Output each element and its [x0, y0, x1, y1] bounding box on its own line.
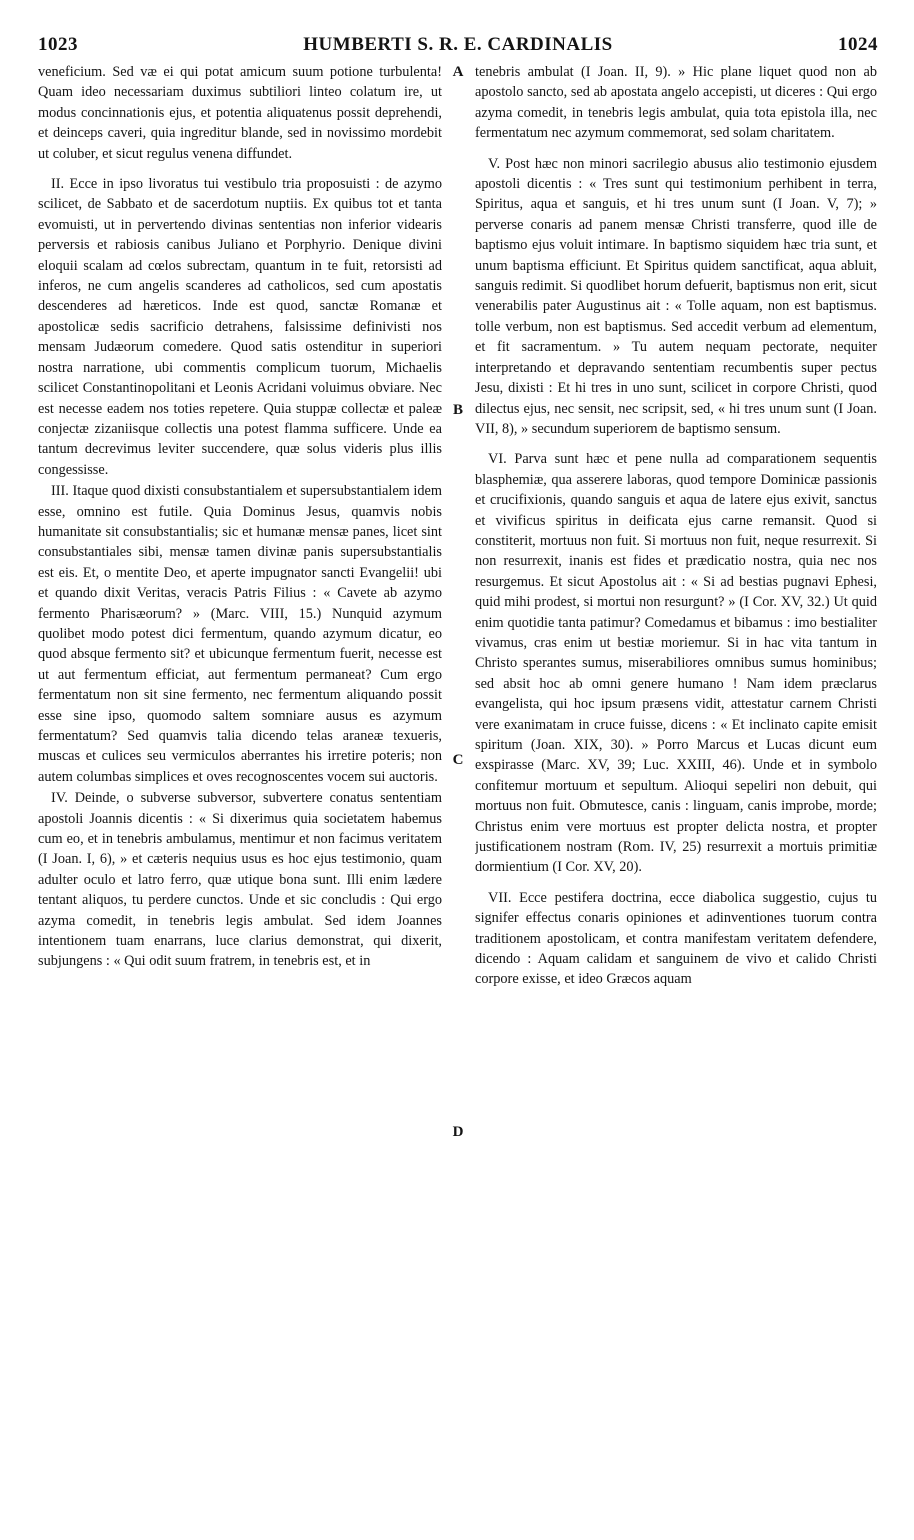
page-number-right: 1024: [838, 34, 878, 55]
paragraph-section-5: V. Post hæc non minori sacrilegio abusus alio testimonio ejusdem apostoli dicentis : « Tres sunt qui testimonium perhibent in terra, Spiritus, aqua et sanguis, et hi tres unum sunt (I Joan. V, 7); » perverse conaris ad panem mensæ Christi transferre, quod ille de baptismo ejus voluit intimare. In baptismo siquidem hæc tria sunt, et unum baptisma efficiunt. Et Spiritus quidem sanctificat, aqua abluit, sanguis redimit. Si quodlibet horum defuerit, baptismus non erit, sicut venerabilis pater Augustinus ait : « Tolle aquam, non est baptismus. tolle verbum, non est baptismus. Sed accedit verbum ad elementum, et fit sacramentum. » Tu autem nequam pectorate, nequiter interpretando et depravando sententiam recumbentis super pectus Jesu, dixisti : Et hi tres in uno sunt, scilicet in corpore Christi, quod dilectus ejus, nec sensit, nec scripsit, sed, « hi tres unum sunt (I Joan. VII, 8), » secundum superiorem de baptismo sensum.: [475, 155, 877, 437]
left-column: [38, 62, 442, 1532]
paragraph-continuation: veneficium. Sed væ ei qui potat amicum suum potione turbulenta! Quam ideo necessariam duximus subtiliori linteo colatum ire, ut modus concinnationis ejus, et potentia aliquatenus possit deprehendi, et deinceps caveri, quia ingreditur blande, sed in novissimo mordebit ut coluber, et sicut regulus venena diffundet.: [38, 64, 442, 162]
margin-letter-a: A: [452, 64, 464, 80]
paragraph-section-2: II. Ecce in ipso livoratus tui vestibulo tria proposuisti : de azymo scilicet, de Sabbato et de sacerdotum nuptiis. Ex quibus tot et tanta evomuisti, ut in pervertendo divinas sententias non inferior videaris perversis et rabiosis canibus Juliano et Porphyrio. Denique divini eloquii scalam ad cœlos subrectam, quantum in te fuit, retorsisti ad inferos, ne cum angelis scanderes ad catholicos, sed cum apostatis descenderes ad hæreticos. Inde est quod, sanctæ Romanæ et apostolicæ sedis sacrificio detrahens, falsissime definivisti nos mensam Judæorum comedere. Quod satis ostenditur in superiori nostra narratione, ubi commentis complicum tuorum, Michaelis scilicet Constantinopolitani et Leonis Acridani voluimus obviare. Nec est necesse eadem nos toties repetere. Quia stuppæ collectæ et paleæ conjectæ zizaniisque collectis una potest flamma sufficere. Unde ea tantum decrevimus leviter succendere, quæ solus videris plus illis congessisse.: [38, 176, 442, 478]
margin-letter-c: C: [452, 752, 464, 768]
running-title: HUMBERTI S. R. E. CARDINALIS: [303, 34, 613, 55]
page-number-left: 1023: [38, 34, 78, 55]
margin-letter-d: D: [452, 1124, 464, 1140]
paragraph-section-3: III. Itaque quod dixisti consubstantialem et supersubstantialem idem esse, omnino est futile. Quia Dominus Jesus, quamvis nobis humanitate sit consubstantialis; sic et humanæ mensæ panes, licet sint consubstantiales sibi, mensæ tamen divinæ panis supersubstantialis est eis. Et, o mentite Deo, et aperte impugnator sancti Evangelii! ubi et quando dixit Veritas, veracis Patris Filius : « Cavete ab azymo fermento Pharisæorum? » (Marc. VIII, 15.) Nunquid azymum quolibet modo potest dici fermentum, quando azymum dicatur, eo quod absque fermento sit? et ubicunque fermentum fuerit, necesse est ut aut fermentum efficiat, aut fermentum permaneat? Cum ergo fermentatum non sit sine fermento, nec fermentum aliquando possit esse sine ipso, quomodo saltem somniare ausus es azymum fermentatum? Sed quamvis talia dicendo telas araneæ texueris, muscas et culices seu vermiculos aberrantes his irretire poteris; non autem columbas simplices et oves recognoscentes vocem sui auctoris.: [38, 483, 442, 785]
paragraph-section-7: VII. Ecce pestifera doctrina, ecce diabolica suggestio, cujus tu signifer effectus conaris opiniones et adinventiones tuorum contra traditionem apostolicam, et contra manifestam veritatem defendere, dicendo : Aquam calidam et sanguinem de vivo et calido Christi corpore exisse, et ideo Græcos aquam: [475, 889, 877, 988]
margin-letter-b: B: [452, 402, 463, 418]
paragraph-continuation-right: tenebris ambulat (I Joan. II, 9). » Hic plane liquet quod non ab apostolo sancto, sed ab apostata angelo accepisti, ut diceres : Qui ergo azyma comedit, in tenebris legis ambulat, quia tota epistola illa, nec fermentatum nec azymum commemorat, sed solam charitatem.: [475, 64, 877, 142]
right-column: [475, 62, 877, 1532]
paragraph-section-4: IV. Deinde, o subverse subversor, subvertere conatus sententiam apostoli Joannis dicentis : « Si dixerimus quia societatem habemus cum eo, et in tenebris ambulamus, mentimur et non facimus veritatem (I Joan. I, 6), » et cæteris nequius usus es hoc ejus testimonio, quam adulter oculo et latro ferro, quæ utique bona sunt. Illi enim lædere tentant aliquos, tu perdere cunctos. Unde et sic concludis : Qui ergo azyma comedit, in tenebris legis ambulat. Sed idem Joannes intentionem tuam enarrans, luce clarius demonstrat, qui dixerit, subjungens : « Qui odit suum fratrem, in tenebris est, et in: [38, 790, 442, 970]
running-header: [38, 30, 878, 60]
paragraph-section-6: VI. Parva sunt hæc et pene nulla ad comparationem sequentis blasphemiæ, qua asserere laboras, quod tempore Dominicæ passionis et crucifixionis, quando sanguis et aqua de latere ejus exivit, sanctus et vivificus spiritus in deificata ejus carne remansit. Quod si constiterit, mortuus non fuit. Si mortuus non fuit, neque resurrexit. Si non resurrexit, inanis est fides et prædicatio nostra, quia nec nos resurgemus. Et sicut Apostolus ait : « Si ad bestias pugnavi Ephesi, quid mihi prodest, si mortui non resurgunt? » (I Cor. XV, 32.) Ut quid enim quotidie tanta patimur? Comedamus et bibamus : imo bestialiter vivamus, cras enim ut bestiæ moriemur. Si in hac vita tantum in Christo sperantes sumus, miserabiliores omnibus sumus hominibus; sed absit hoc ab omni genere humano ! Nam idem præclarus evangelista, qui hoc ipsum præsens vidit, attestatur carnem Christi vere exanimatam in cruce fuisse, dicens : « Et inclinato capite emisit spiritum (Joan. XIX, 30). » Porro Marcus et Lucas dicunt eum exspirasse (Marc. XV, 39; Luc. XXIII, 46). Unde et in symbolo confitemur mortuum et sepultum. Alioqui sepeliri non debuit, qui mortuus non fuit. Obmutesce, canis : linguam, canis improbe, morde; Christus enim vere mortuus est propter delicta nostra, et propter justificationem nostram (Rom. IV, 25) resurrexit a mortuis primitiæ dormientium (I Cor. XV, 20).: [475, 451, 877, 876]
